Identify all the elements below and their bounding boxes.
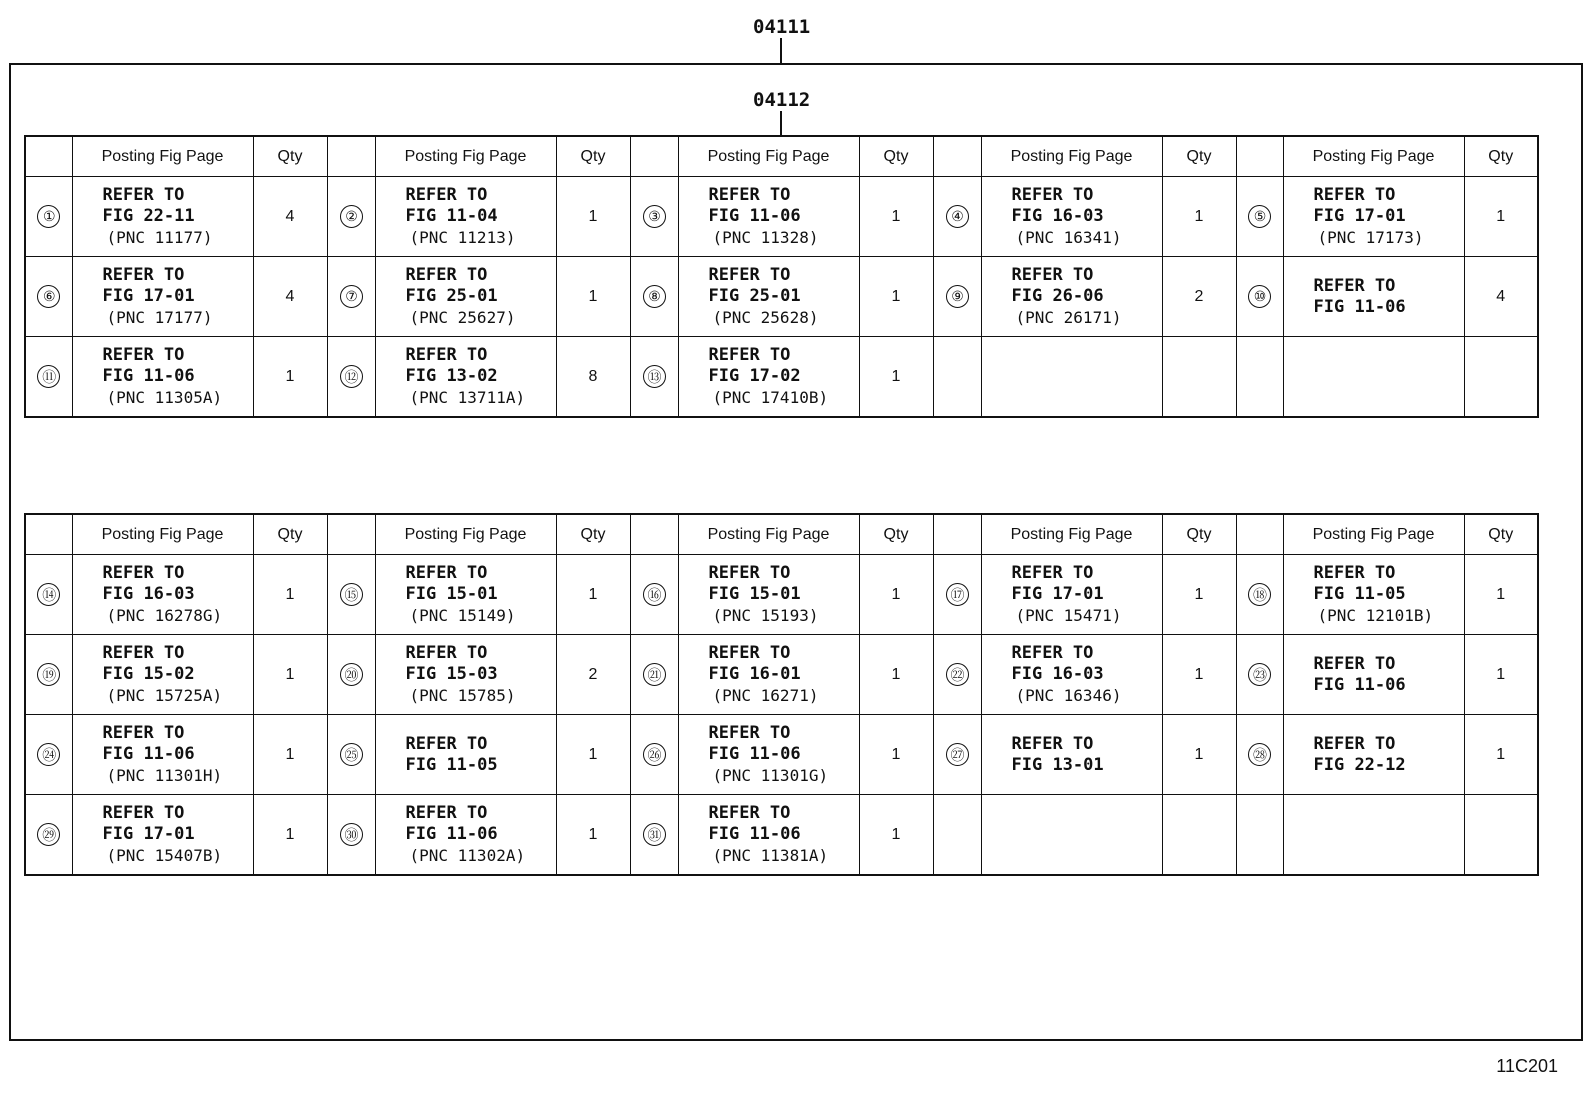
item-number-cell bbox=[25, 715, 72, 795]
qty-cell: 1 bbox=[253, 715, 327, 795]
item-number-cell bbox=[327, 257, 375, 337]
pnc-code: (PNC 16346) bbox=[1015, 686, 1122, 705]
qty-cell: 1 bbox=[1162, 715, 1236, 795]
posting-fig-page-cell bbox=[1283, 715, 1464, 795]
item-number-cell bbox=[25, 795, 72, 876]
item-number-callout: ① bbox=[37, 205, 60, 228]
qty-cell: 4 bbox=[1464, 257, 1538, 337]
item-number-callout: ㉔ bbox=[37, 743, 60, 766]
qty-cell: 1 bbox=[1464, 715, 1538, 795]
posting-fig-page-cell bbox=[678, 257, 859, 337]
fig-reference-link[interactable]: FIG 11-06 bbox=[405, 824, 498, 844]
table-row bbox=[25, 555, 1538, 635]
posting-fig-page-cell bbox=[1283, 177, 1464, 257]
fig-reference-link[interactable]: FIG 22-12 bbox=[1313, 754, 1406, 775]
refer-to-text: REFER TO bbox=[708, 723, 791, 743]
qty-cell: 1 bbox=[556, 257, 630, 337]
header-posting-fig-page: Posting Fig Page bbox=[981, 136, 1162, 177]
header-posting-fig-page: Posting Fig Page bbox=[1283, 514, 1464, 555]
item-number-cell bbox=[25, 635, 72, 715]
item-number-cell bbox=[630, 257, 678, 337]
pnc-code: (PNC 15725A) bbox=[106, 686, 223, 705]
qty-cell: 1 bbox=[556, 555, 630, 635]
fig-reference-link[interactable]: FIG 17-01 bbox=[1011, 584, 1104, 604]
item-number-cell bbox=[327, 177, 375, 257]
qty-cell: 1 bbox=[859, 555, 933, 635]
refer-to-text: REFER TO bbox=[405, 563, 488, 583]
fig-reference-link[interactable]: FIG 16-03 bbox=[1011, 206, 1104, 226]
posting-fig-page-cell bbox=[678, 337, 859, 418]
item-number-cell bbox=[327, 337, 375, 418]
item-number-callout: ⑪ bbox=[37, 365, 60, 388]
item-number-callout: ㉕ bbox=[340, 743, 363, 766]
posting-fig-page-cell bbox=[678, 555, 859, 635]
posting-fig-page-cell bbox=[678, 177, 859, 257]
qty-cell bbox=[1162, 795, 1236, 876]
refer-to-text: REFER TO bbox=[102, 723, 185, 743]
refer-to-text: REFER TO bbox=[102, 185, 185, 205]
fig-reference-link[interactable]: FIG 15-01 bbox=[405, 584, 498, 604]
header-row bbox=[25, 514, 1538, 555]
refer-to-text: REFER TO bbox=[1313, 185, 1396, 205]
fig-reference-link[interactable]: FIG 15-03 bbox=[405, 664, 498, 684]
qty-cell bbox=[1162, 337, 1236, 418]
qty-cell: 1 bbox=[1162, 177, 1236, 257]
posting-fig-page-cell bbox=[981, 635, 1162, 715]
refer-to-text: REFER TO bbox=[405, 803, 488, 823]
header-qty: Qty bbox=[859, 136, 933, 177]
pnc-code: (PNC 12101B) bbox=[1317, 606, 1434, 625]
item-number-cell bbox=[630, 177, 678, 257]
header-number bbox=[25, 136, 72, 177]
item-number-cell bbox=[933, 635, 981, 715]
item-number-callout: ⑫ bbox=[340, 365, 363, 388]
posting-fig-page-cell bbox=[72, 257, 253, 337]
refer-to-text: REFER TO bbox=[708, 643, 791, 663]
posting-fig-page-cell bbox=[72, 795, 253, 876]
refer-to-text: REFER TO bbox=[1313, 733, 1396, 754]
item-number-cell bbox=[327, 795, 375, 876]
posting-fig-page-cell bbox=[72, 555, 253, 635]
posting-fig-page-cell bbox=[1283, 257, 1464, 337]
header-qty: Qty bbox=[1162, 514, 1236, 555]
refer-to-text: REFER TO bbox=[708, 265, 791, 285]
item-number-callout: ㉑ bbox=[643, 663, 666, 686]
callout-04112: 04112 bbox=[753, 89, 811, 111]
item-number-cell bbox=[1236, 715, 1283, 795]
refer-to-text: REFER TO bbox=[1011, 733, 1094, 754]
table-row bbox=[25, 635, 1538, 715]
fig-reference-link[interactable]: FIG 17-02 bbox=[708, 366, 801, 386]
header-qty: Qty bbox=[253, 136, 327, 177]
posting-fig-page-cell bbox=[72, 337, 253, 418]
pnc-code: (PNC 15149) bbox=[409, 606, 516, 625]
qty-cell: 1 bbox=[556, 795, 630, 876]
item-number-cell bbox=[25, 257, 72, 337]
item-number-callout: ⑩ bbox=[1248, 285, 1271, 308]
fig-reference-link[interactable]: FIG 26-06 bbox=[1011, 286, 1104, 306]
item-number-callout: ⑤ bbox=[1248, 205, 1271, 228]
qty-cell: 1 bbox=[859, 257, 933, 337]
header-posting-fig-page: Posting Fig Page bbox=[375, 514, 556, 555]
callout-04111: 04111 bbox=[753, 16, 811, 38]
posting-fig-page-cell bbox=[1283, 795, 1464, 876]
refer-to-text: REFER TO bbox=[708, 563, 791, 583]
qty-cell: 1 bbox=[859, 715, 933, 795]
fig-reference-link[interactable]: FIG 17-01 bbox=[102, 824, 195, 844]
item-number-cell bbox=[630, 795, 678, 876]
qty-cell: 1 bbox=[253, 337, 327, 418]
item-number-callout: ⑮ bbox=[340, 583, 363, 606]
item-number-callout: ⑳ bbox=[340, 663, 363, 686]
qty-cell: 1 bbox=[556, 715, 630, 795]
item-number-cell bbox=[1236, 337, 1283, 418]
refer-to-text: REFER TO bbox=[1011, 643, 1094, 663]
fig-reference-link[interactable]: FIG 17-01 bbox=[1313, 206, 1406, 226]
refer-to-text: REFER TO bbox=[102, 563, 185, 583]
pnc-code: (PNC 25628) bbox=[712, 308, 819, 327]
pnc-code: (PNC 15193) bbox=[712, 606, 819, 625]
refer-to-text: REFER TO bbox=[1011, 265, 1094, 285]
qty-cell: 4 bbox=[253, 177, 327, 257]
item-number-callout: ⑲ bbox=[37, 663, 60, 686]
fig-reference-link[interactable]: FIG 16-01 bbox=[708, 664, 801, 684]
pnc-code: (PNC 13711A) bbox=[409, 388, 526, 407]
posting-fig-page-cell bbox=[375, 177, 556, 257]
pnc-code: (PNC 15785) bbox=[409, 686, 516, 705]
fig-reference-link[interactable]: FIG 15-01 bbox=[708, 584, 801, 604]
item-number-callout: ⑬ bbox=[643, 365, 666, 388]
item-number-callout: ㉒ bbox=[946, 663, 969, 686]
posting-fig-page-cell bbox=[72, 177, 253, 257]
item-number-cell bbox=[933, 337, 981, 418]
header-qty: Qty bbox=[1464, 136, 1538, 177]
item-number-cell bbox=[25, 337, 72, 418]
item-number-callout: ⑰ bbox=[946, 583, 969, 606]
posting-fig-page-cell bbox=[1283, 555, 1464, 635]
item-number-cell bbox=[933, 177, 981, 257]
table-row bbox=[25, 257, 1538, 337]
item-number-callout: ⑭ bbox=[37, 583, 60, 606]
posting-fig-page-cell bbox=[981, 795, 1162, 876]
posting-fig-page-cell bbox=[1283, 635, 1464, 715]
item-number-cell bbox=[630, 555, 678, 635]
header-number bbox=[933, 136, 981, 177]
posting-fig-page-cell bbox=[72, 715, 253, 795]
qty-cell: 1 bbox=[1464, 555, 1538, 635]
header-posting-fig-page: Posting Fig Page bbox=[375, 136, 556, 177]
qty-cell bbox=[1464, 337, 1538, 418]
header-posting-fig-page: Posting Fig Page bbox=[678, 514, 859, 555]
posting-fig-page-cell bbox=[375, 337, 556, 418]
qty-cell: 1 bbox=[253, 555, 327, 635]
callout-04111-leader bbox=[780, 38, 782, 63]
qty-cell: 1 bbox=[253, 635, 327, 715]
fig-reference-link[interactable]: FIG 15-02 bbox=[102, 664, 195, 684]
fig-reference-link[interactable]: FIG 25-01 bbox=[405, 286, 498, 306]
posting-fig-page-cell bbox=[375, 635, 556, 715]
refer-to-text: REFER TO bbox=[102, 265, 185, 285]
item-number-cell bbox=[630, 715, 678, 795]
posting-fig-page-cell bbox=[375, 795, 556, 876]
item-number-callout: ㉖ bbox=[643, 743, 666, 766]
item-number-cell bbox=[933, 715, 981, 795]
refer-to-text: REFER TO bbox=[102, 643, 185, 663]
posting-fig-page-cell bbox=[981, 555, 1162, 635]
item-number-callout: ③ bbox=[643, 205, 666, 228]
item-number-callout: ⑯ bbox=[643, 583, 666, 606]
table-row bbox=[25, 715, 1538, 795]
pnc-code: (PNC 11213) bbox=[409, 228, 516, 247]
qty-cell: 1 bbox=[1162, 635, 1236, 715]
refer-to-text: REFER TO bbox=[1313, 563, 1396, 583]
qty-cell: 1 bbox=[253, 795, 327, 876]
figure-id: 11C201 bbox=[1496, 1056, 1558, 1076]
pnc-code: (PNC 15471) bbox=[1015, 606, 1122, 625]
qty-cell: 1 bbox=[859, 177, 933, 257]
item-number-callout: ⑥ bbox=[37, 285, 60, 308]
item-number-cell bbox=[933, 555, 981, 635]
fig-reference-link[interactable]: FIG 11-06 bbox=[1313, 674, 1406, 695]
pnc-code: (PNC 17410B) bbox=[712, 388, 829, 407]
item-number-cell bbox=[327, 555, 375, 635]
pnc-code: (PNC 17177) bbox=[106, 308, 213, 327]
refer-to-text: REFER TO bbox=[405, 643, 488, 663]
posting-fig-page-cell bbox=[678, 795, 859, 876]
refer-to-text: REFER TO bbox=[708, 345, 791, 365]
item-number-cell bbox=[630, 337, 678, 418]
table-row bbox=[25, 337, 1538, 418]
table-row bbox=[25, 177, 1538, 257]
fig-reference-link[interactable]: FIG 11-06 bbox=[708, 206, 801, 226]
refer-to-text: REFER TO bbox=[708, 803, 791, 823]
qty-cell: 1 bbox=[859, 635, 933, 715]
qty-cell: 2 bbox=[556, 635, 630, 715]
fig-reference-link[interactable]: FIG 11-06 bbox=[1313, 296, 1406, 317]
refer-to-text: REFER TO bbox=[102, 345, 185, 365]
header-qty: Qty bbox=[556, 136, 630, 177]
header-number bbox=[25, 514, 72, 555]
fig-reference-link[interactable]: FIG 11-06 bbox=[708, 744, 801, 764]
posting-fig-page-cell bbox=[981, 257, 1162, 337]
refer-to-text: REFER TO bbox=[102, 803, 185, 823]
qty-cell: 1 bbox=[1464, 635, 1538, 715]
item-number-cell bbox=[25, 555, 72, 635]
item-number-callout: ⑦ bbox=[340, 285, 363, 308]
pnc-code: (PNC 25627) bbox=[409, 308, 516, 327]
item-number-callout: ㉛ bbox=[643, 823, 666, 846]
refer-to-text: REFER TO bbox=[1313, 275, 1396, 296]
posting-fig-page-cell bbox=[678, 715, 859, 795]
header-number bbox=[1236, 136, 1283, 177]
item-number-callout: ㉗ bbox=[946, 743, 969, 766]
refer-to-text: REFER TO bbox=[405, 265, 488, 285]
posting-fig-page-cell bbox=[72, 635, 253, 715]
qty-cell: 1 bbox=[1464, 177, 1538, 257]
refer-to-text: REFER TO bbox=[708, 185, 791, 205]
parts-reference-table-top bbox=[24, 135, 1539, 418]
pnc-code: (PNC 11381A) bbox=[712, 846, 829, 865]
qty-cell: 1 bbox=[859, 795, 933, 876]
refer-to-text: REFER TO bbox=[1313, 653, 1396, 674]
posting-fig-page-cell bbox=[375, 257, 556, 337]
pnc-code: (PNC 11301G) bbox=[712, 766, 829, 785]
header-posting-fig-page: Posting Fig Page bbox=[678, 136, 859, 177]
posting-fig-page-cell bbox=[678, 635, 859, 715]
item-number-cell bbox=[25, 177, 72, 257]
qty-cell: 2 bbox=[1162, 257, 1236, 337]
item-number-callout: ㉚ bbox=[340, 823, 363, 846]
item-number-callout: ㉓ bbox=[1248, 663, 1271, 686]
item-number-cell bbox=[1236, 555, 1283, 635]
item-number-cell bbox=[1236, 177, 1283, 257]
pnc-code: (PNC 11328) bbox=[712, 228, 819, 247]
header-number bbox=[630, 514, 678, 555]
header-qty: Qty bbox=[253, 514, 327, 555]
header-number bbox=[327, 514, 375, 555]
header-row bbox=[25, 136, 1538, 177]
header-qty: Qty bbox=[556, 514, 630, 555]
header-posting-fig-page: Posting Fig Page bbox=[1283, 136, 1464, 177]
header-qty: Qty bbox=[1162, 136, 1236, 177]
pnc-code: (PNC 16278G) bbox=[106, 606, 223, 625]
header-qty: Qty bbox=[1464, 514, 1538, 555]
fig-reference-link[interactable]: FIG 25-01 bbox=[708, 286, 801, 306]
posting-fig-page-cell bbox=[1283, 337, 1464, 418]
pnc-code: (PNC 16271) bbox=[712, 686, 819, 705]
fig-reference-link[interactable]: FIG 13-01 bbox=[1011, 754, 1104, 775]
header-number bbox=[1236, 514, 1283, 555]
fig-reference-link[interactable]: FIG 17-01 bbox=[102, 286, 195, 306]
fig-reference-link[interactable]: FIG 11-05 bbox=[1313, 584, 1406, 604]
posting-fig-page-cell bbox=[981, 715, 1162, 795]
pnc-code: (PNC 15407B) bbox=[106, 846, 223, 865]
posting-fig-page-cell bbox=[375, 555, 556, 635]
item-number-callout: ⑱ bbox=[1248, 583, 1271, 606]
item-number-cell bbox=[327, 635, 375, 715]
header-posting-fig-page: Posting Fig Page bbox=[72, 136, 253, 177]
qty-cell: 8 bbox=[556, 337, 630, 418]
posting-fig-page-cell bbox=[375, 715, 556, 795]
pnc-code: (PNC 11301H) bbox=[106, 766, 223, 785]
qty-cell: 4 bbox=[253, 257, 327, 337]
fig-reference-link[interactable]: FIG 16-03 bbox=[102, 584, 195, 604]
pnc-code: (PNC 26171) bbox=[1015, 308, 1122, 327]
fig-reference-link[interactable]: FIG 22-11 bbox=[102, 206, 195, 226]
fig-reference-link[interactable]: FIG 11-04 bbox=[405, 206, 498, 226]
fig-reference-link[interactable]: FIG 16-03 bbox=[1011, 664, 1104, 684]
refer-to-text: REFER TO bbox=[405, 185, 488, 205]
fig-reference-link[interactable]: FIG 11-06 bbox=[708, 824, 801, 844]
qty-cell: 1 bbox=[859, 337, 933, 418]
item-number-callout: ㉙ bbox=[37, 823, 60, 846]
qty-cell bbox=[1464, 795, 1538, 876]
refer-to-text: REFER TO bbox=[1011, 563, 1094, 583]
fig-reference-link[interactable]: FIG 11-06 bbox=[102, 366, 195, 386]
posting-fig-page-cell bbox=[981, 337, 1162, 418]
fig-reference-link[interactable]: FIG 11-05 bbox=[405, 754, 498, 775]
pnc-code: (PNC 11302A) bbox=[409, 846, 526, 865]
item-number-cell bbox=[1236, 635, 1283, 715]
item-number-cell bbox=[327, 715, 375, 795]
pnc-code: (PNC 16341) bbox=[1015, 228, 1122, 247]
item-number-cell bbox=[630, 635, 678, 715]
fig-reference-link[interactable]: FIG 11-06 bbox=[102, 744, 195, 764]
header-qty: Qty bbox=[859, 514, 933, 555]
pnc-code: (PNC 11305A) bbox=[106, 388, 223, 407]
header-posting-fig-page: Posting Fig Page bbox=[981, 514, 1162, 555]
item-number-callout: ② bbox=[340, 205, 363, 228]
item-number-callout: ⑨ bbox=[946, 285, 969, 308]
item-number-callout: ㉘ bbox=[1248, 743, 1271, 766]
parts-reference-table-bottom bbox=[24, 513, 1539, 876]
item-number-callout: ④ bbox=[946, 205, 969, 228]
item-number-callout: ⑧ bbox=[643, 285, 666, 308]
header-posting-fig-page: Posting Fig Page bbox=[72, 514, 253, 555]
header-number bbox=[630, 136, 678, 177]
fig-reference-link[interactable]: FIG 13-02 bbox=[405, 366, 498, 386]
qty-cell: 1 bbox=[556, 177, 630, 257]
refer-to-text: REFER TO bbox=[1011, 185, 1094, 205]
item-number-cell bbox=[1236, 257, 1283, 337]
item-number-cell bbox=[933, 795, 981, 876]
item-number-cell bbox=[1236, 795, 1283, 876]
posting-fig-page-cell bbox=[981, 177, 1162, 257]
pnc-code: (PNC 17173) bbox=[1317, 228, 1424, 247]
pnc-code: (PNC 11177) bbox=[106, 228, 213, 247]
callout-04112-leader bbox=[780, 111, 782, 136]
header-number bbox=[933, 514, 981, 555]
refer-to-text: REFER TO bbox=[405, 733, 488, 754]
table-row bbox=[25, 795, 1538, 876]
item-number-cell bbox=[933, 257, 981, 337]
qty-cell: 1 bbox=[1162, 555, 1236, 635]
header-number bbox=[327, 136, 375, 177]
refer-to-text: REFER TO bbox=[405, 345, 488, 365]
